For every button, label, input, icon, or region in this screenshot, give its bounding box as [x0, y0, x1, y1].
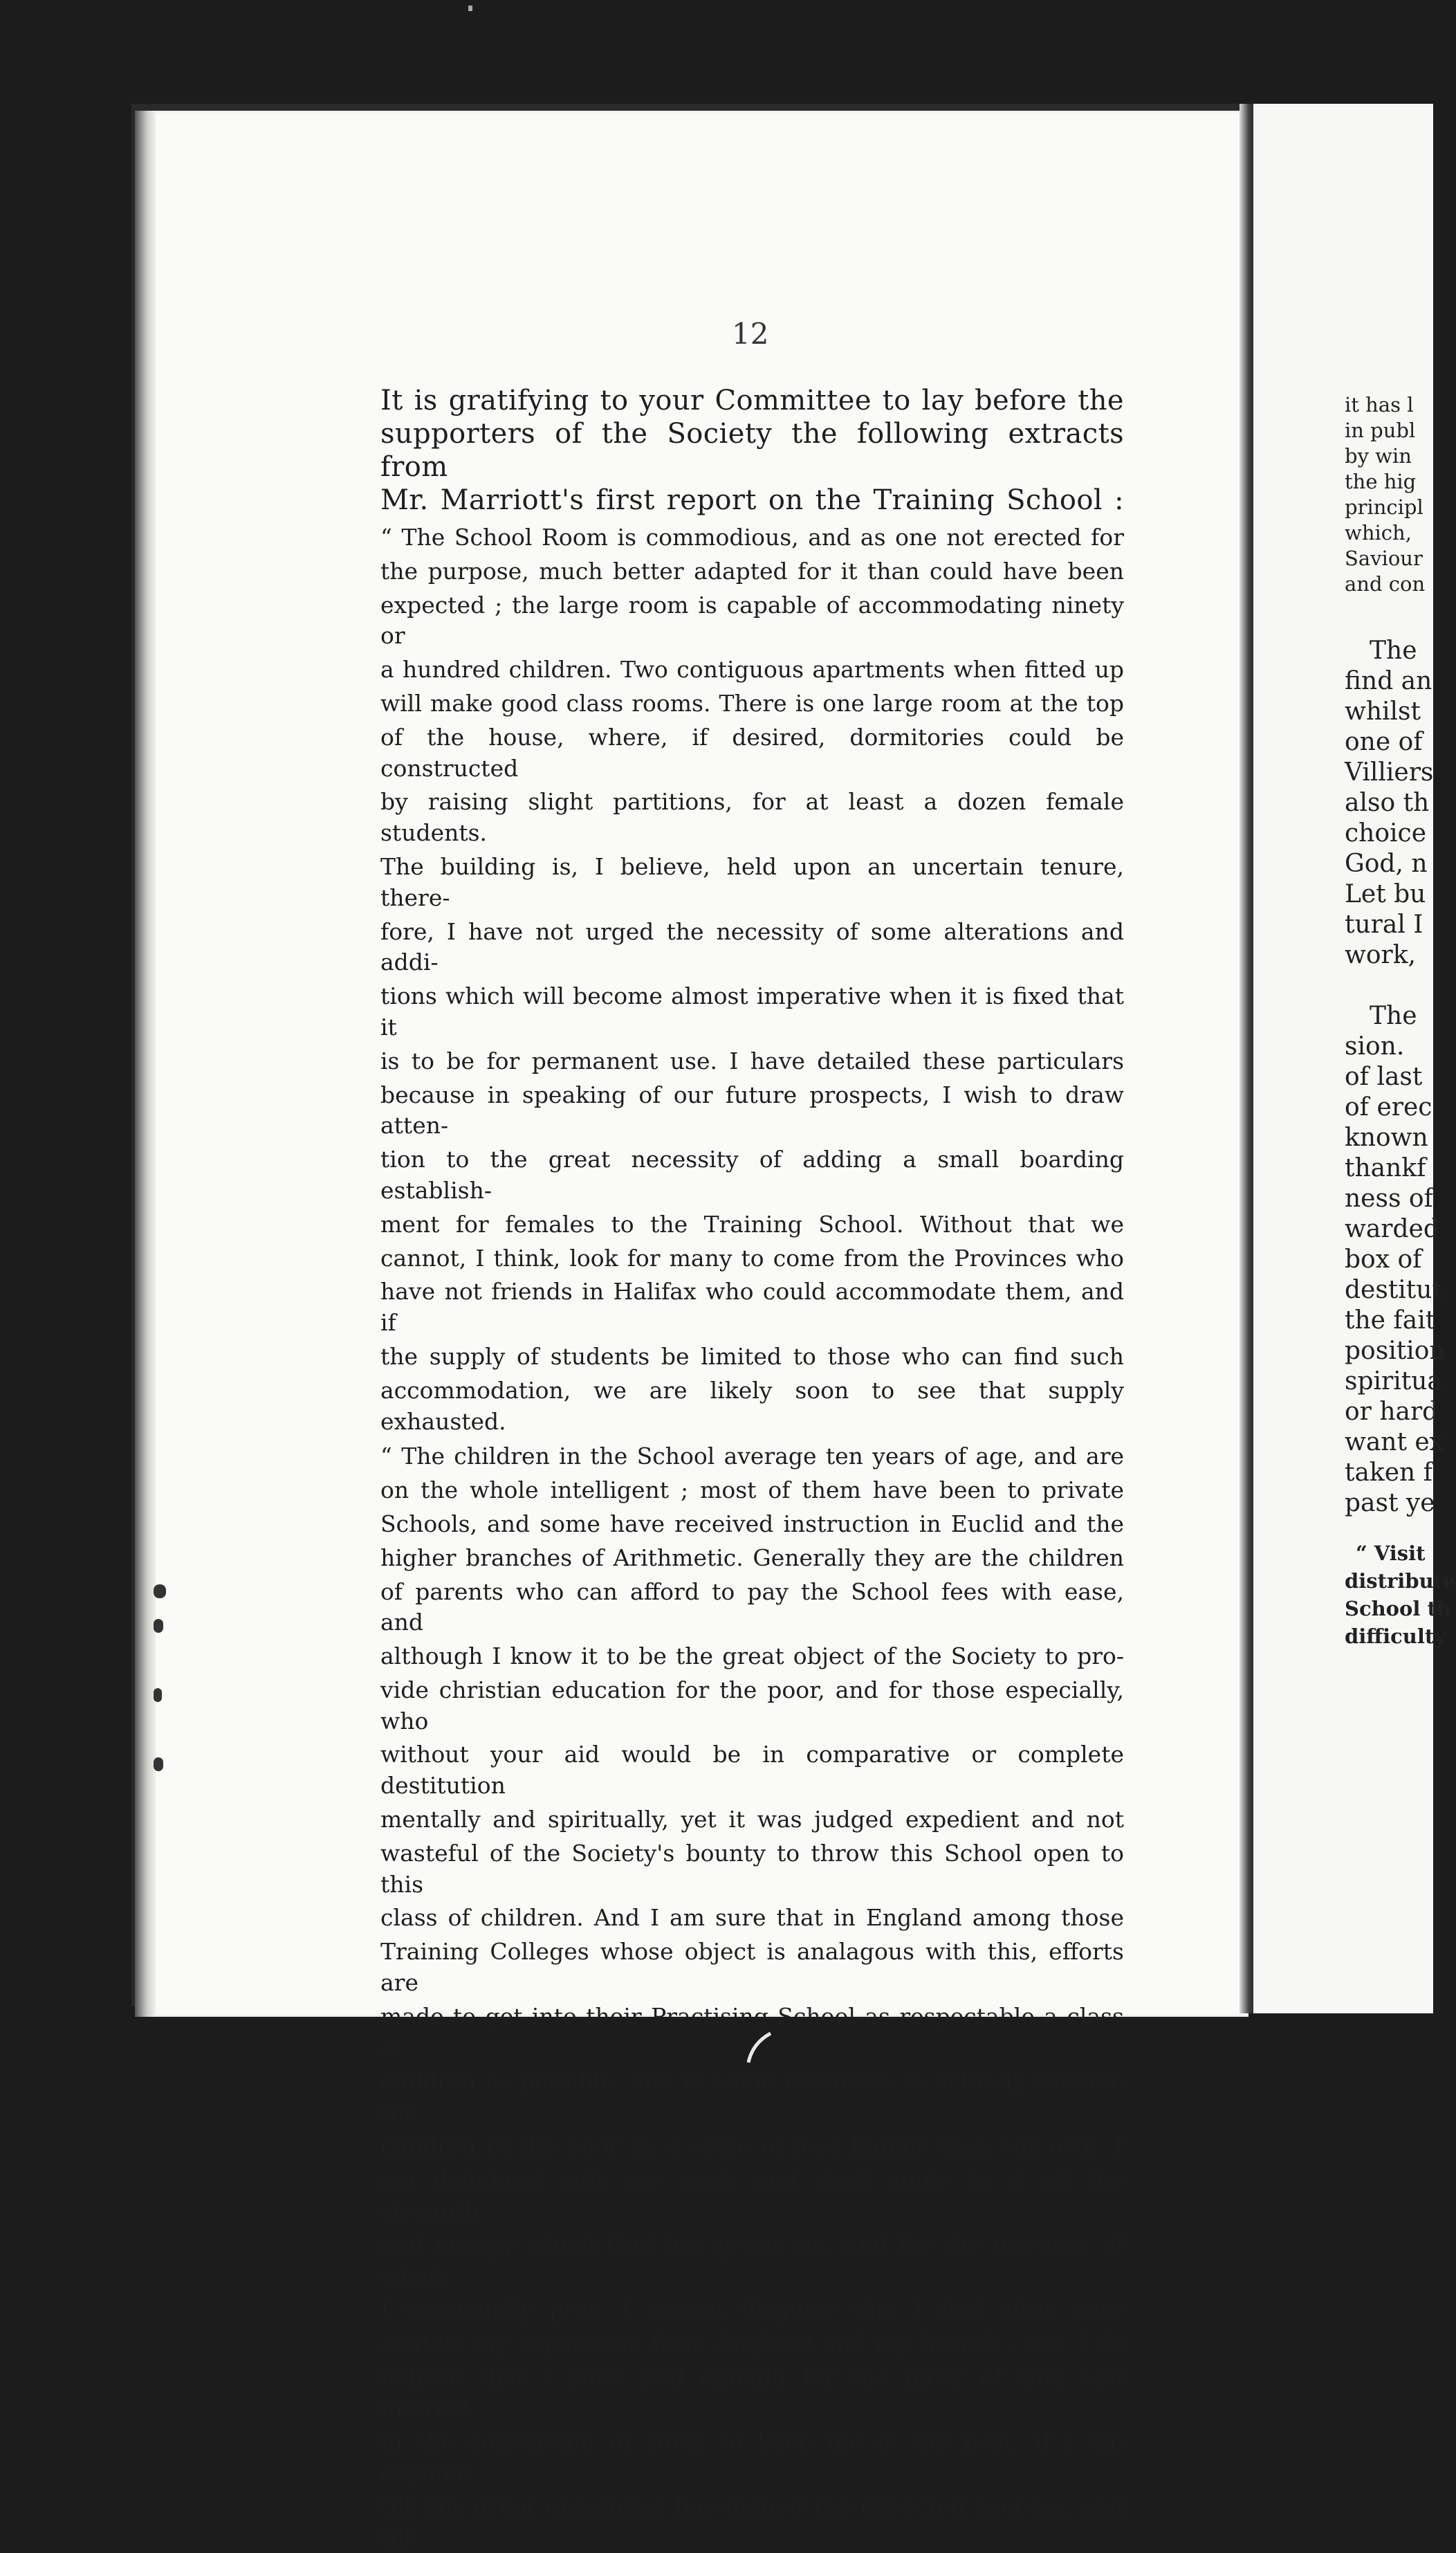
intro-line: supporters of the Society the following extracts from: [380, 418, 1124, 483]
text-fragment: choice: [1345, 819, 1427, 848]
margin-blot: [154, 1688, 162, 1702]
right-page-partial: [1253, 104, 1456, 2013]
text-line: wasteful of the Society's bounty to throw this School open to this: [380, 1839, 1124, 1898]
text-fragment: past ye: [1345, 1489, 1435, 1517]
text-fragment: “ Visit: [1356, 1541, 1426, 1565]
text-line: children of the poor by a scale of fees higher than our own. I: [380, 2132, 1124, 2160]
text-fragment: which,: [1345, 521, 1412, 545]
text-line: tions which will become almost imperative when it is fixed that it: [380, 982, 1124, 1041]
text-line: a hundred children. Two contiguous apartments when fitted up: [380, 656, 1124, 684]
text-fragment: Saviour: [1345, 547, 1423, 570]
text-fragment: work,: [1345, 941, 1416, 969]
text-fragment: of last: [1345, 1063, 1423, 1091]
text-line: by raising slight partitions, for at least a dozen female students.: [380, 788, 1124, 847]
text-line: have not friends in Halifax who could accommodate them, and if: [380, 1278, 1124, 1337]
text-fragment: the hig: [1345, 470, 1417, 493]
text-line: Training Colleges whose object is analagous with this, efforts are: [380, 1938, 1124, 1997]
text-fragment: destitut: [1345, 1276, 1442, 1304]
text-line: expected ; the large room is capable of accommodating ninety or: [380, 591, 1124, 650]
text-line: the purpose, much better adapted for it than could have been: [380, 557, 1124, 585]
text-line: class of children. And I am sure that in England among those: [380, 1904, 1124, 1932]
text-line: cannot, I think, look for many to come from the Provinces who: [380, 1244, 1124, 1272]
text-line: am delighted with my work and shall apply to it all the strength: [380, 2166, 1124, 2224]
text-fragment: difficulty: [1345, 1625, 1446, 1648]
text-line: on the whole intelligent ; most of them have been to private: [380, 1476, 1124, 1504]
text-line: of the house, where, if desired, dormitories could be constructed: [380, 723, 1124, 782]
text-line: tion to the great necessity of adding a small boarding establish-: [380, 1146, 1124, 1204]
text-fragment: Villiers: [1345, 758, 1434, 787]
text-fragment: God, n: [1345, 850, 1428, 878]
text-fragment: the fait: [1345, 1306, 1436, 1335]
text-line: made to get into their Practising School as respectable a class of: [380, 2002, 1124, 2061]
left-page-edge: [135, 111, 156, 2017]
text-line: ment for females to the Training School. Without that we: [380, 1210, 1124, 1238]
text-fragment: by win: [1345, 444, 1412, 468]
intro-paragraph: [380, 384, 1124, 517]
text-line: is to be for permanent use. I have detailed these particulars: [380, 1047, 1124, 1074]
text-line: vide christian education for the poor, and for those especially, who: [380, 1676, 1124, 1735]
text-line: “ The School Room is commodious, and as one not erected for: [380, 524, 1124, 551]
text-fragment: sion.: [1345, 1032, 1405, 1061]
text-fragment: in publ: [1345, 419, 1416, 442]
page-number: 12: [732, 317, 769, 351]
intro-line: Mr. Marriott's first report on the Training School :: [380, 484, 1124, 516]
text-fragment: School th: [1345, 1597, 1451, 1620]
text-line: without your aid would be in comparative or complete destitution: [380, 1741, 1124, 1800]
text-fragment: and con: [1345, 572, 1426, 596]
text-line: because in speaking of our future prospects, I wish to draw atten-: [380, 1081, 1124, 1140]
text-fragment: ness of: [1345, 1184, 1433, 1213]
text-fragment: thankf: [1345, 1154, 1426, 1182]
text-fragment: box of: [1345, 1245, 1422, 1274]
text-fragment: warded: [1345, 1215, 1439, 1243]
text-fragment: The: [1370, 637, 1417, 665]
margin-blot: [154, 1584, 166, 1598]
text-line: higher branches of Arithmetic. Generally they are the children: [380, 1544, 1124, 1571]
text-fragment: find an: [1345, 667, 1432, 695]
pencil-mark: [746, 2031, 773, 2065]
text-fragment: want ex: [1345, 1428, 1444, 1456]
text-fragment: one of: [1345, 728, 1423, 756]
text-fragment: whilst: [1345, 697, 1421, 726]
text-line: accommodation, we are likely soon to see that supply exhausted.: [380, 1376, 1124, 1435]
quote-paragraph-2: [380, 1441, 1124, 2553]
text-line: although I know it to be the great object of the Society to pro-: [380, 1642, 1124, 1670]
text-line: The building is, I believe, held upon an uncertain tenure, there-: [380, 852, 1124, 911]
text-line: in the conversion of souls to keep me at my post, if I am capable,: [380, 2428, 1124, 2487]
text-line: believe that I have zeal enough for the glory of God and interest: [380, 2363, 1124, 2422]
text-line: mentally and spiritually, yet it was judged expedient and not: [380, 1806, 1124, 1833]
text-fragment: principl: [1345, 495, 1423, 519]
text-line: fore, I have not urged the necessity of some alterations and addi-: [380, 917, 1124, 976]
text-fragment: taken f: [1345, 1458, 1433, 1487]
text-fragment: it has l: [1345, 393, 1414, 417]
margin-blot: [154, 1619, 163, 1633]
text-line: “ The children in the School average ten years of age, and are: [380, 1443, 1124, 1470]
text-line: will make good class rooms. There is one large room at the top: [380, 689, 1124, 717]
text-fragment: of erec: [1345, 1093, 1432, 1122]
text-fragment: distribute: [1345, 1569, 1456, 1593]
text-line: I continually pray. I cannot disguise that I feel often very: [380, 2296, 1124, 2323]
book-gutter: [1240, 104, 1255, 2013]
intro-line: It is gratifying to your Committee to lay before the: [380, 385, 1124, 417]
text-fragment: tural I: [1345, 911, 1423, 939]
text-line: Schools, and some have received instruction in Euclid and the: [380, 1510, 1124, 1537]
text-line: the supply of students be limited to those who can find such: [380, 1342, 1124, 1370]
text-fragment: The: [1370, 1002, 1417, 1030]
text-fragment: Let bu: [1345, 880, 1426, 908]
text-line: acutely my separation from England and my friends ; but I do: [380, 2329, 1124, 2357]
text-fragment: known: [1345, 1124, 1428, 1152]
text-fragment: or hard: [1345, 1398, 1439, 1426]
text-line: of parents who can afford to pay the School fees with ease, and: [380, 1577, 1124, 1636]
main-text-column: [380, 384, 1124, 2553]
text-line: and energy which God has given me, and for the increase of which: [380, 2231, 1124, 2289]
text-fragment: position: [1345, 1337, 1446, 1365]
margin-blot: [154, 1757, 163, 1771]
text-line: children as possible, and in some instances to actually exclude the: [380, 2067, 1124, 2126]
scan-speck: [468, 6, 472, 11]
text-fragment: also th: [1345, 789, 1430, 817]
quote-paragraph-1: [380, 522, 1124, 1437]
text-fragment: spiritua: [1345, 1367, 1442, 1396]
text-line: till this great enterprise has gained the expected success, and till: [380, 2492, 1124, 2551]
